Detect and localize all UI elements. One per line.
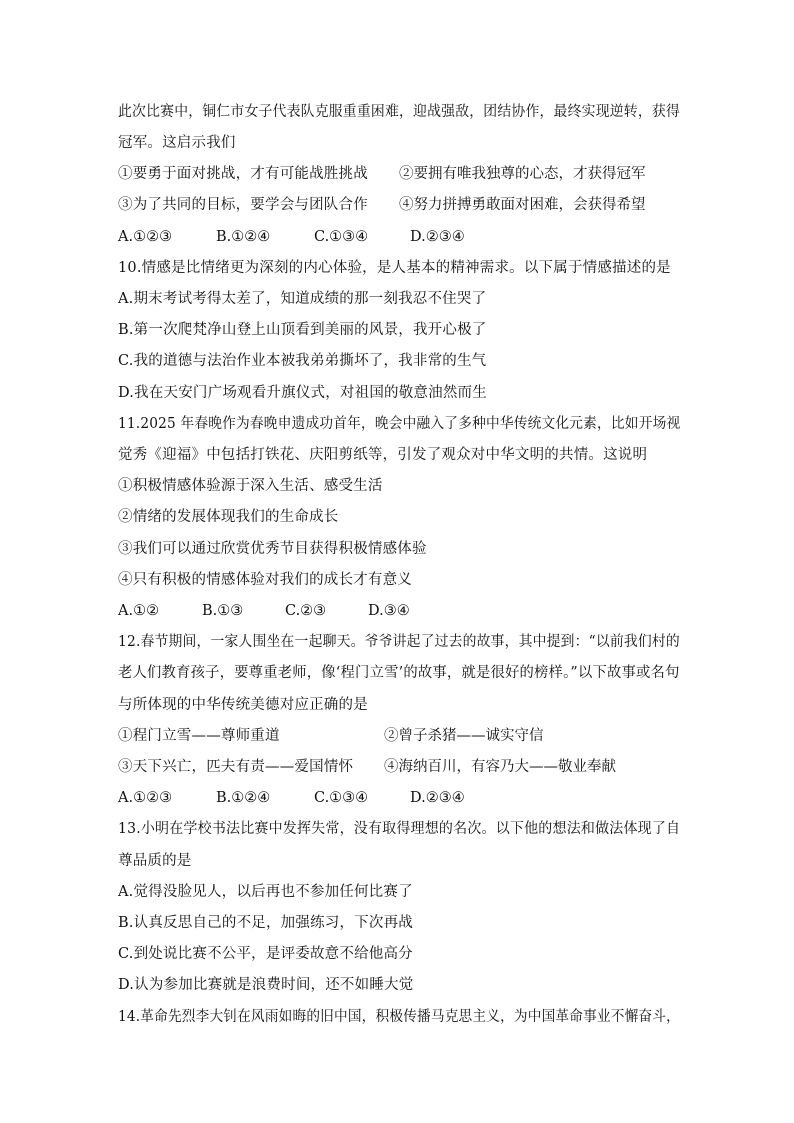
q11-stem-line-1: 11.2025 年春晚作为春晚申遗成功首年，晚会中融入了多种中华传统文化元素，比如开场视 — [118, 416, 681, 432]
q11-option-d: D.③④ — [368, 603, 410, 619]
q12-option-b: B.①②④ — [216, 790, 271, 806]
q11-option-a: A.①② — [118, 603, 160, 619]
q11-option-c: C.②③ — [285, 603, 327, 619]
q9-option-b: B.①②④ — [216, 229, 271, 245]
q10-option-c: C.我的道德与法治作业本被我弟弟撕坏了，我非常的生气 — [118, 353, 487, 369]
q9-statement-2: ②要拥有唯我独尊的心态，才获得冠军 — [399, 166, 646, 182]
q13-option-d: D.认为参加比赛就是浪费时间，还不如睡大觉 — [118, 977, 414, 993]
q10-option-b: B.第一次爬梵净山登上山顶看到美丽的风景，我开心极了 — [118, 322, 487, 338]
q13-stem-line-1: 13.小明在学校书法比赛中发挥失常，没有取得理想的名次。以下他的想法和做法体现了自 — [118, 821, 681, 837]
q11-statement-2: ②情绪的发展体现我们的生命成长 — [118, 509, 339, 525]
q13-stem-line-2: 尊品质的是 — [118, 853, 192, 869]
q13-option-b: B.认真反思自己的不足，加强练习，下次再战 — [118, 915, 413, 931]
q13-option-c: C.到处说比赛不公平，是评委故意不给他高分 — [118, 946, 413, 962]
q9-statement-1: ①要勇于面对挑战，才有可能战胜挑战 — [118, 166, 368, 182]
q10-stem: 10.情感是比情绪更为深刻的内心体验，是人基本的精神需求。以下属于情感描述的是 — [118, 260, 671, 276]
q10-option-a: A.期末考试考得太差了，知道成绩的那一刻我忍不住哭了 — [118, 291, 487, 307]
q9-statement-4: ④努力拼搏勇敢面对困难，会获得希望 — [399, 197, 646, 213]
q9-option-d: D.②③④ — [410, 229, 465, 245]
q9-option-a: A.①②③ — [118, 229, 173, 245]
q12-stem-line-2: 老人们教育孩子，要尊重老师，像‘程门立雪’的故事，就是很好的榜样。”以下故事或名句 — [118, 665, 680, 681]
q13-option-a: A.觉得没脸见人，以后再也不参加任何比赛了 — [118, 884, 413, 900]
q11-statement-1: ①积极情感体验源于深入生活、感受生活 — [118, 478, 383, 494]
q12-statement-4: ④海纳百川，有容乃大——敬业奉献 — [384, 759, 616, 775]
q12-option-c: C.①③④ — [314, 790, 369, 806]
q14-stem-line-1: 14.革命先烈李大钊在风雨如晦的旧中国，积极传播马克思主义，为中国革命事业不懈奋斗， — [118, 1009, 680, 1025]
q11-statement-3: ③我们可以通过欣赏优秀节目获得积极情感体验 — [118, 541, 427, 557]
q12-stem-line-3: 与所体现的中华传统美德对应正确的是 — [118, 697, 368, 713]
q12-statement-3: ③天下兴亡，匹夫有责——爱国情怀 — [118, 759, 354, 775]
q12-option-a: A.①②③ — [118, 790, 173, 806]
q12-statement-1: ①程门立雪——尊师重道 — [118, 728, 280, 744]
q12-stem-line-1: 12.春节期间，一家人围坐在一起聊天。爷爷讲起了过去的故事，其中提到：“以前我们村的 — [118, 634, 680, 650]
q11-statement-4: ④只有积极的情感体验对我们的成长才有意义 — [118, 572, 412, 588]
q11-stem-line-2: 觉秀《迎福》中包括打铁花、庆阳剪纸等，引发了观众对中华文明的共情。这说明 — [118, 447, 648, 463]
q12-option-d: D.②③④ — [410, 790, 465, 806]
q9-stem-line-2: 冠军。这启示我们 — [118, 135, 236, 151]
q10-option-d: D.我在天安门广场观看升旗仪式，对祖国的敬意油然而生 — [118, 385, 487, 401]
q12-statement-2: ②曾子杀猪——诚实守信 — [384, 728, 544, 744]
q9-stem-line-1: 此次比赛中，铜仁市女子代表队克服重重困难，迎战强敌，团结协作，最终实现逆转，获得 — [118, 104, 680, 120]
q9-option-c: C.①③④ — [314, 229, 369, 245]
q9-statement-3: ③为了共同的目标，要学会与团队合作 — [118, 197, 368, 213]
q11-option-b: B.①③ — [202, 603, 244, 619]
